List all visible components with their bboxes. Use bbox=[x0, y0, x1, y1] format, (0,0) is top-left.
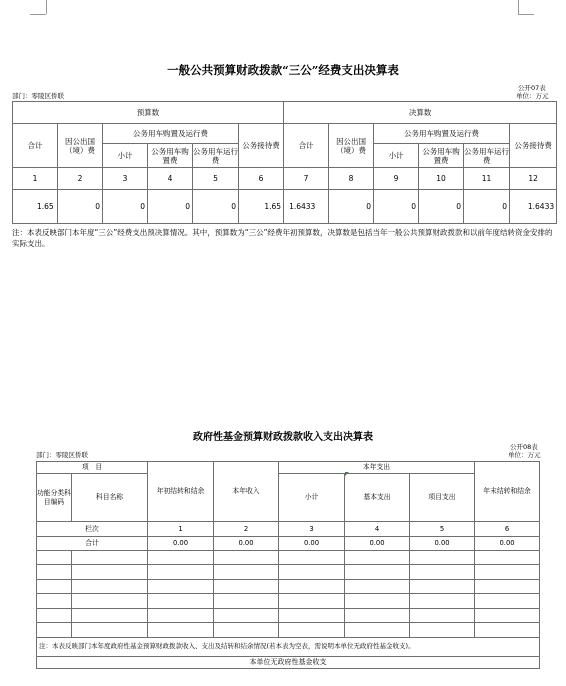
gov-fund-table bbox=[36, 461, 540, 638]
crop-mark bbox=[30, 14, 46, 15]
index-cell: 5 bbox=[193, 168, 239, 190]
col-total: 合计 bbox=[13, 124, 58, 168]
col-begin: 年初结转和结余 bbox=[148, 462, 214, 522]
total-cell: 0.00 bbox=[148, 537, 214, 551]
table1-unit: 单位：万元 bbox=[516, 92, 549, 100]
col-item: 项 目 bbox=[37, 462, 148, 474]
index-cell: 4 bbox=[345, 522, 410, 537]
index-row bbox=[13, 168, 557, 190]
value-cell: 0 bbox=[464, 190, 510, 224]
col-name: 科目名称 bbox=[72, 474, 148, 522]
col-reception: 公务接待费 bbox=[239, 124, 284, 168]
col-project: 项目支出 bbox=[410, 474, 475, 522]
index-cell: 3 bbox=[279, 522, 345, 537]
value-cell: 0 bbox=[103, 190, 148, 224]
value-cell: 1.65 bbox=[239, 190, 284, 224]
crop-mark bbox=[518, 0, 519, 14]
col-vehicle: 公务用车购置及运行费 bbox=[374, 124, 510, 144]
total-cell: 0.00 bbox=[279, 537, 345, 551]
empty-row bbox=[37, 594, 540, 609]
value-cell: 0 bbox=[193, 190, 239, 224]
col-vehicle: 公务用车购置及运行费 bbox=[103, 124, 239, 144]
table1-form-no: 公开07表 bbox=[518, 84, 546, 92]
empty-row bbox=[37, 580, 540, 594]
value-cell: 1.65 bbox=[13, 190, 58, 224]
index-cell: 5 bbox=[410, 522, 475, 537]
index-cell: 10 bbox=[419, 168, 464, 190]
table2-note: 注：本表反映部门本年度政府性基金预算财政拨款收入、支出及结转和结余情况(若本表为空表，需说明本单位无政府性基金收支)。 bbox=[39, 642, 415, 650]
value-cell: 0 bbox=[374, 190, 419, 224]
index-cell: 8 bbox=[329, 168, 374, 190]
col-subtotal: 小计 bbox=[279, 474, 345, 522]
col-subtotal: 小计 bbox=[103, 144, 148, 168]
row-index-label: 栏次 bbox=[37, 522, 148, 537]
budget-header: 预算数 bbox=[13, 102, 284, 124]
table2-dept: 部门：零陵区侨联 bbox=[36, 451, 88, 459]
col-operation: 公务用车运行费 bbox=[464, 144, 510, 168]
value-cell: 1.6433 bbox=[284, 190, 329, 224]
crop-mark bbox=[46, 0, 47, 14]
index-cell: 6 bbox=[475, 522, 540, 537]
table2-unit: 单位：万元 bbox=[508, 451, 541, 459]
total-cell: 0.00 bbox=[345, 537, 410, 551]
index-cell: 6 bbox=[239, 168, 284, 190]
table1-title: 一般公共预算财政拨款“三公”经费支出决算表 bbox=[167, 63, 399, 77]
total-cell: 0.00 bbox=[475, 537, 540, 551]
col-operation: 公务用车运行费 bbox=[193, 144, 239, 168]
three-public-expense-table bbox=[12, 101, 557, 224]
col-purchase: 公务用车购置费 bbox=[148, 144, 193, 168]
col-income: 本年收入 bbox=[214, 462, 279, 522]
value-cell: 0 bbox=[148, 190, 193, 224]
empty-row bbox=[37, 609, 540, 623]
no-fund-notice: 本单位无政府性基金收支 bbox=[36, 656, 540, 669]
value-cell: 0 bbox=[329, 190, 374, 224]
empty-row bbox=[37, 565, 540, 580]
crop-mark bbox=[518, 14, 534, 15]
col-abroad: 因公出国（境）费 bbox=[329, 124, 374, 168]
total-row bbox=[37, 537, 540, 551]
empty-row bbox=[37, 551, 540, 565]
value-cell: 0 bbox=[419, 190, 464, 224]
row-total-label: 合计 bbox=[37, 537, 148, 551]
col-abroad: 因公出国（境）费 bbox=[58, 124, 103, 168]
value-cell: 0 bbox=[58, 190, 103, 224]
index-cell: 3 bbox=[103, 168, 148, 190]
index-cell: 12 bbox=[510, 168, 557, 190]
col-basic: 基本支出 bbox=[345, 474, 410, 522]
col-purchase: 公务用车购置费 bbox=[419, 144, 464, 168]
col-expense: 本年支出 bbox=[279, 462, 475, 474]
index-cell: 7 bbox=[284, 168, 329, 190]
index-cell: 11 bbox=[464, 168, 510, 190]
col-total: 合计 bbox=[284, 124, 329, 168]
total-cell: 0.00 bbox=[214, 537, 279, 551]
total-cell: 0.00 bbox=[410, 537, 475, 551]
table2-note-box bbox=[36, 636, 540, 657]
index-cell: 9 bbox=[374, 168, 419, 190]
index-cell: 4 bbox=[148, 168, 193, 190]
index-cell: 1 bbox=[148, 522, 214, 537]
index-row bbox=[37, 522, 540, 537]
value-cell: 1.6433 bbox=[510, 190, 557, 224]
values-row bbox=[13, 190, 557, 224]
table1-note: 注：本表反映部门本年度“三公”经费支出预决算情况。其中，预算数为“三公”经费年初预算数，决算数是包括当年一般公共预算财政拨款和以前年度结转资金安排的实际支出。 bbox=[12, 228, 553, 248]
table2-form-no: 公开08表 bbox=[510, 443, 538, 451]
table1-dept: 部门：零陵区侨联 bbox=[12, 92, 64, 100]
index-cell: 2 bbox=[58, 168, 103, 190]
table2-title: 政府性基金预算财政拨款收入支出决算表 bbox=[193, 432, 373, 443]
index-cell: 1 bbox=[13, 168, 58, 190]
col-code: 功能分类科目编码 bbox=[37, 474, 72, 522]
final-header: 决算数 bbox=[284, 102, 557, 124]
col-subtotal: 小计 bbox=[374, 144, 419, 168]
col-reception: 公务接待费 bbox=[510, 124, 557, 168]
index-cell: 2 bbox=[214, 522, 279, 537]
col-end: 年末结转和结余 bbox=[475, 462, 540, 522]
